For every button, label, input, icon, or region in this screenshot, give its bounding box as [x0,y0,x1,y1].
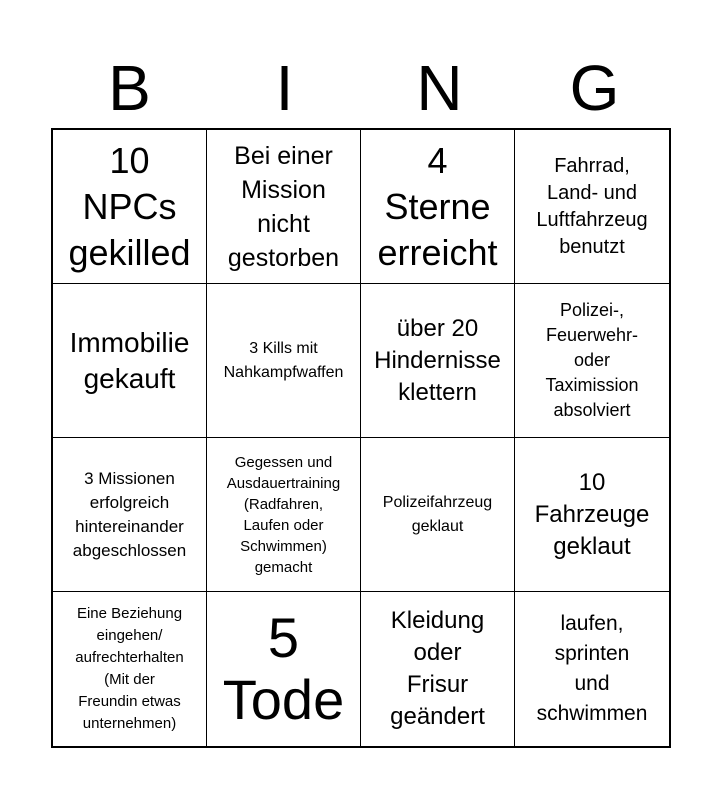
bingo-cell[interactable] [361,130,515,284]
bingo-cell[interactable] [361,284,515,438]
bingo-cell[interactable] [53,130,207,284]
bingo-cell[interactable] [207,284,361,438]
header-letter-n: N [416,52,463,124]
bingo-cell-text: 4 Sterne erreicht [377,139,498,273]
bingo-cell-text: Gegessen und Ausdauertraining (Radfahren, Laufen oder Schwimmen) gemacht [226,453,341,576]
header-letter-b: B [108,52,151,124]
bingo-cell[interactable] [361,438,515,592]
bingo-cell-text: Immobilie gekauft [69,326,190,394]
bingo-cell-text: Eine Beziehung eingehen/ aufrechterhalten (Mit der Freundin etwas unternehmen) [75,605,184,732]
bingo-cell-text: Bei einer Mission nicht gestorben [227,141,340,272]
bingo-cell[interactable] [515,592,669,746]
bingo-cell[interactable] [515,130,669,284]
bingo-cell[interactable] [207,130,361,284]
bingo-cell[interactable] [53,438,207,592]
bingo-cell[interactable] [207,592,361,746]
bingo-cell[interactable] [53,284,207,438]
bingo-cell-text: 3 Kills mit Nahkampfwaffen [223,339,344,381]
bingo-cell[interactable] [53,592,207,746]
bingo-cell-text: Polizeifahrzeug geklaut [382,493,493,535]
bingo-card-grid [51,128,671,748]
bingo-cell-text: Kleidung oder Frisur geändert [390,607,485,730]
bingo-cell-text: Fahrrad, Land- und Luftfahrzeug benutzt [536,154,648,258]
header-letter-g: G [569,52,620,124]
bingo-cell-text: Polizei-, Feuerwehr- oder Taximission absolviert [545,300,639,420]
bingo-cell[interactable] [207,438,361,592]
bingo-cell-text: 10 NPCs gekilled [68,139,191,273]
bingo-cell-text: 3 Missionen erfolgreich hintereinander abgeschlossen [72,468,187,560]
bingo-cell[interactable] [515,438,669,592]
bingo-cell-text: 5 Tode [222,606,345,731]
bingo-cell-text: 10 Fahrzeuge geklaut [534,468,650,560]
bingo-cell-text: über 20 Hindernisse klettern [374,314,501,406]
bingo-cell[interactable] [515,284,669,438]
bingo-cell-text: laufen, sprinten und schwimmen [536,612,648,725]
bingo-header [52,52,672,124]
bingo-cell[interactable] [361,592,515,746]
header-letter-i: I [275,52,294,124]
